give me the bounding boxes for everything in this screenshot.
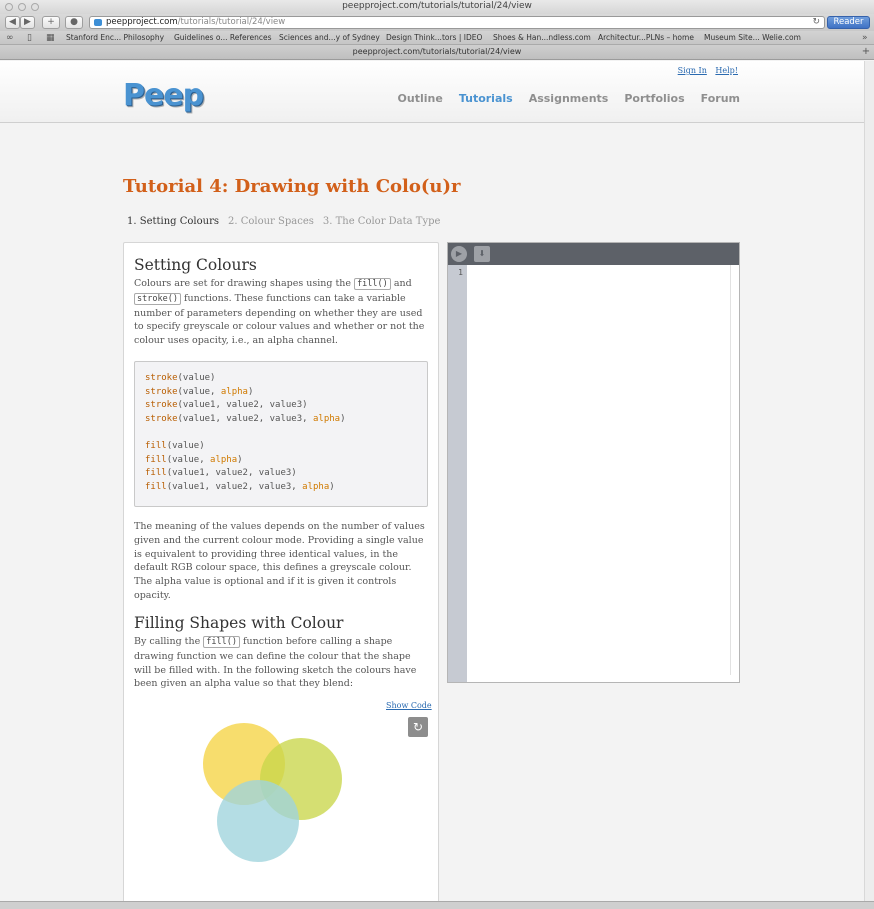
- sketch-circle-blue: [217, 780, 299, 862]
- step-setting-colours[interactable]: 1. Setting Colours: [127, 216, 219, 227]
- nav-forum[interactable]: Forum: [700, 92, 740, 105]
- nav-portfolios[interactable]: Portfolios: [624, 92, 685, 105]
- code-arguments: (value1, value2, value3): [166, 468, 297, 479]
- code-function-name: fill: [145, 454, 167, 465]
- reading-list-icon[interactable]: ∞: [6, 33, 14, 43]
- intro-text: and: [393, 278, 412, 289]
- rerun-sketch-icon[interactable]: ↻: [408, 717, 428, 737]
- tutorial-steps: [127, 216, 440, 227]
- filling-text: function before calling a shape drawing function we can define the colour that the shape will be filled with. In the following sketch the colours have been given an alpha value so that they blend:: [134, 636, 417, 690]
- line-number: 1: [458, 268, 463, 277]
- code-line: [145, 481, 417, 495]
- intro-text: functions. These functions can take a variable number of parameters depending on whether they are used to specify greyscale or colour values and whether or not the colour uses opacity, i.e., an alpha channel.: [134, 292, 425, 347]
- code-arguments: (value1, value2, value3): [177, 400, 308, 411]
- lesson-panel: [123, 242, 439, 901]
- code-arguments: (value,: [177, 386, 221, 397]
- code-arguments: (value): [177, 373, 216, 383]
- page-title: Tutorial 4: Drawing with Colo(u)r: [123, 176, 461, 197]
- code-function-name: fill: [145, 468, 167, 479]
- intro-text: Colours are set for drawing shapes using the: [134, 278, 352, 289]
- code-close-paren: ): [247, 386, 254, 397]
- intro-paragraph: [134, 277, 429, 348]
- status-bar: [0, 901, 874, 909]
- code-function-name: stroke: [145, 373, 178, 383]
- user-links: [672, 66, 738, 75]
- main-nav: [398, 92, 740, 105]
- sign-in-link[interactable]: Sign In: [677, 66, 707, 75]
- code-function-name: stroke: [145, 400, 178, 411]
- code-arguments: (value): [166, 440, 205, 451]
- site-logo[interactable]: Peep: [123, 78, 204, 113]
- code-arguments: (value1, value2, value3,: [177, 413, 313, 424]
- code-line: [145, 454, 417, 468]
- bookmark-item[interactable]: Shoes & Han...ndless.com: [493, 33, 591, 42]
- editor-toolbar: [448, 243, 739, 265]
- code-alpha-param: alpha: [220, 386, 248, 397]
- url-path: /tutorials/tutorial/24/view: [177, 17, 286, 27]
- code-line: [145, 386, 417, 400]
- inline-code-fill: fill(): [203, 636, 240, 648]
- code-alpha-param: alpha: [312, 413, 341, 424]
- code-function-name: stroke: [145, 386, 178, 397]
- code-arguments: (value1, value2, value3,: [166, 481, 303, 492]
- code-line: [145, 372, 417, 386]
- new-tab-button[interactable]: +: [861, 46, 871, 57]
- back-arrow-icon[interactable]: ◀: [5, 16, 20, 29]
- editor-gutter: [448, 265, 467, 682]
- stop-icon[interactable]: ●: [65, 16, 83, 29]
- editor-text-area[interactable]: [467, 265, 731, 675]
- browser-toolbar: [0, 14, 874, 31]
- download-icon[interactable]: ⬇: [474, 246, 490, 262]
- code-alpha-param: alpha: [302, 481, 330, 492]
- bookmark-item[interactable]: Museum Site... Welie.com: [704, 33, 801, 42]
- code-function-name: stroke: [145, 413, 178, 424]
- code-alpha-param: alpha: [210, 454, 238, 465]
- more-bookmarks-chevron-icon[interactable]: »: [862, 33, 868, 43]
- code-editor: [447, 242, 740, 683]
- section-heading-filling-shapes: Filling Shapes with Colour: [134, 614, 344, 632]
- window-title: peepproject.com/tutorials/tutorial/24/view: [342, 1, 532, 11]
- bookmark-item[interactable]: Architectur...PLNs – home: [598, 33, 694, 42]
- show-code-link[interactable]: Show Code: [386, 701, 432, 710]
- code-blank-line: [145, 426, 417, 440]
- code-close-paren: ): [237, 454, 243, 465]
- step-color-data-type[interactable]: 3. The Color Data Type: [322, 216, 441, 227]
- site-header: [0, 61, 864, 123]
- window-titlebar: [0, 0, 874, 14]
- code-line: [145, 467, 417, 481]
- address-bar[interactable]: [89, 16, 825, 29]
- nav-assignments[interactable]: Assignments: [528, 92, 609, 105]
- code-line: [145, 413, 417, 427]
- filling-text: By calling the: [134, 636, 201, 647]
- code-close-paren: ): [340, 413, 346, 424]
- step-colour-spaces[interactable]: 2. Colour Spaces: [228, 216, 314, 227]
- code-line: [145, 440, 417, 454]
- explanation-paragraph: The meaning of the values depends on the number of values given and the current colour mode. Providing a single value is equivalent to providing three identical values, in the default RGB colour space, this defines a greyscale colour. The alpha value is optional and if it is given it controls opacity.: [134, 521, 425, 601]
- site-favicon-icon: [94, 19, 102, 26]
- url-domain: peepproject.com: [106, 17, 178, 27]
- page-scrollbar[interactable]: [864, 61, 874, 901]
- code-function-name: fill: [145, 481, 167, 492]
- tab-bar: [0, 45, 874, 60]
- code-example-box: [134, 361, 428, 507]
- blended-circles-sketch: [184, 713, 344, 863]
- nav-outline[interactable]: Outline: [397, 92, 443, 105]
- code-function-name: fill: [145, 440, 167, 451]
- bookmarks-bar: [0, 31, 874, 45]
- nav-tutorials[interactable]: Tutorials: [458, 92, 513, 105]
- bookmarks-book-icon[interactable]: ▯: [27, 33, 32, 43]
- reader-button[interactable]: Reader: [827, 16, 870, 29]
- code-line: [145, 399, 417, 413]
- bookmark-item[interactable]: Stanford Enc... Philosophy: [66, 33, 165, 42]
- inline-code-stroke: stroke(): [134, 293, 181, 305]
- inline-code-fill: fill(): [354, 278, 391, 290]
- add-bookmark-button[interactable]: +: [42, 16, 60, 29]
- bookmark-item[interactable]: Sciences and...y of Sydney: [279, 33, 380, 42]
- forward-arrow-icon[interactable]: ▶: [20, 16, 35, 29]
- bookmark-item[interactable]: Design Think...tors | IDEO: [386, 33, 483, 42]
- section-heading-setting-colours: Setting Colours: [134, 256, 257, 274]
- run-play-icon[interactable]: ▶: [451, 246, 467, 262]
- code-close-paren: ): [329, 481, 335, 492]
- bookmark-item[interactable]: Guidelines o... References: [174, 33, 272, 42]
- filling-paragraph: [134, 635, 429, 691]
- code-arguments: (value,: [166, 454, 211, 465]
- tab-active[interactable]: peepproject.com/tutorials/tutorial/24/view: [352, 47, 522, 56]
- page-content: [0, 61, 864, 901]
- help-link[interactable]: Help!: [715, 66, 738, 75]
- reload-icon[interactable]: ↻: [812, 17, 820, 27]
- top-sites-grid-icon[interactable]: ▦: [46, 33, 55, 43]
